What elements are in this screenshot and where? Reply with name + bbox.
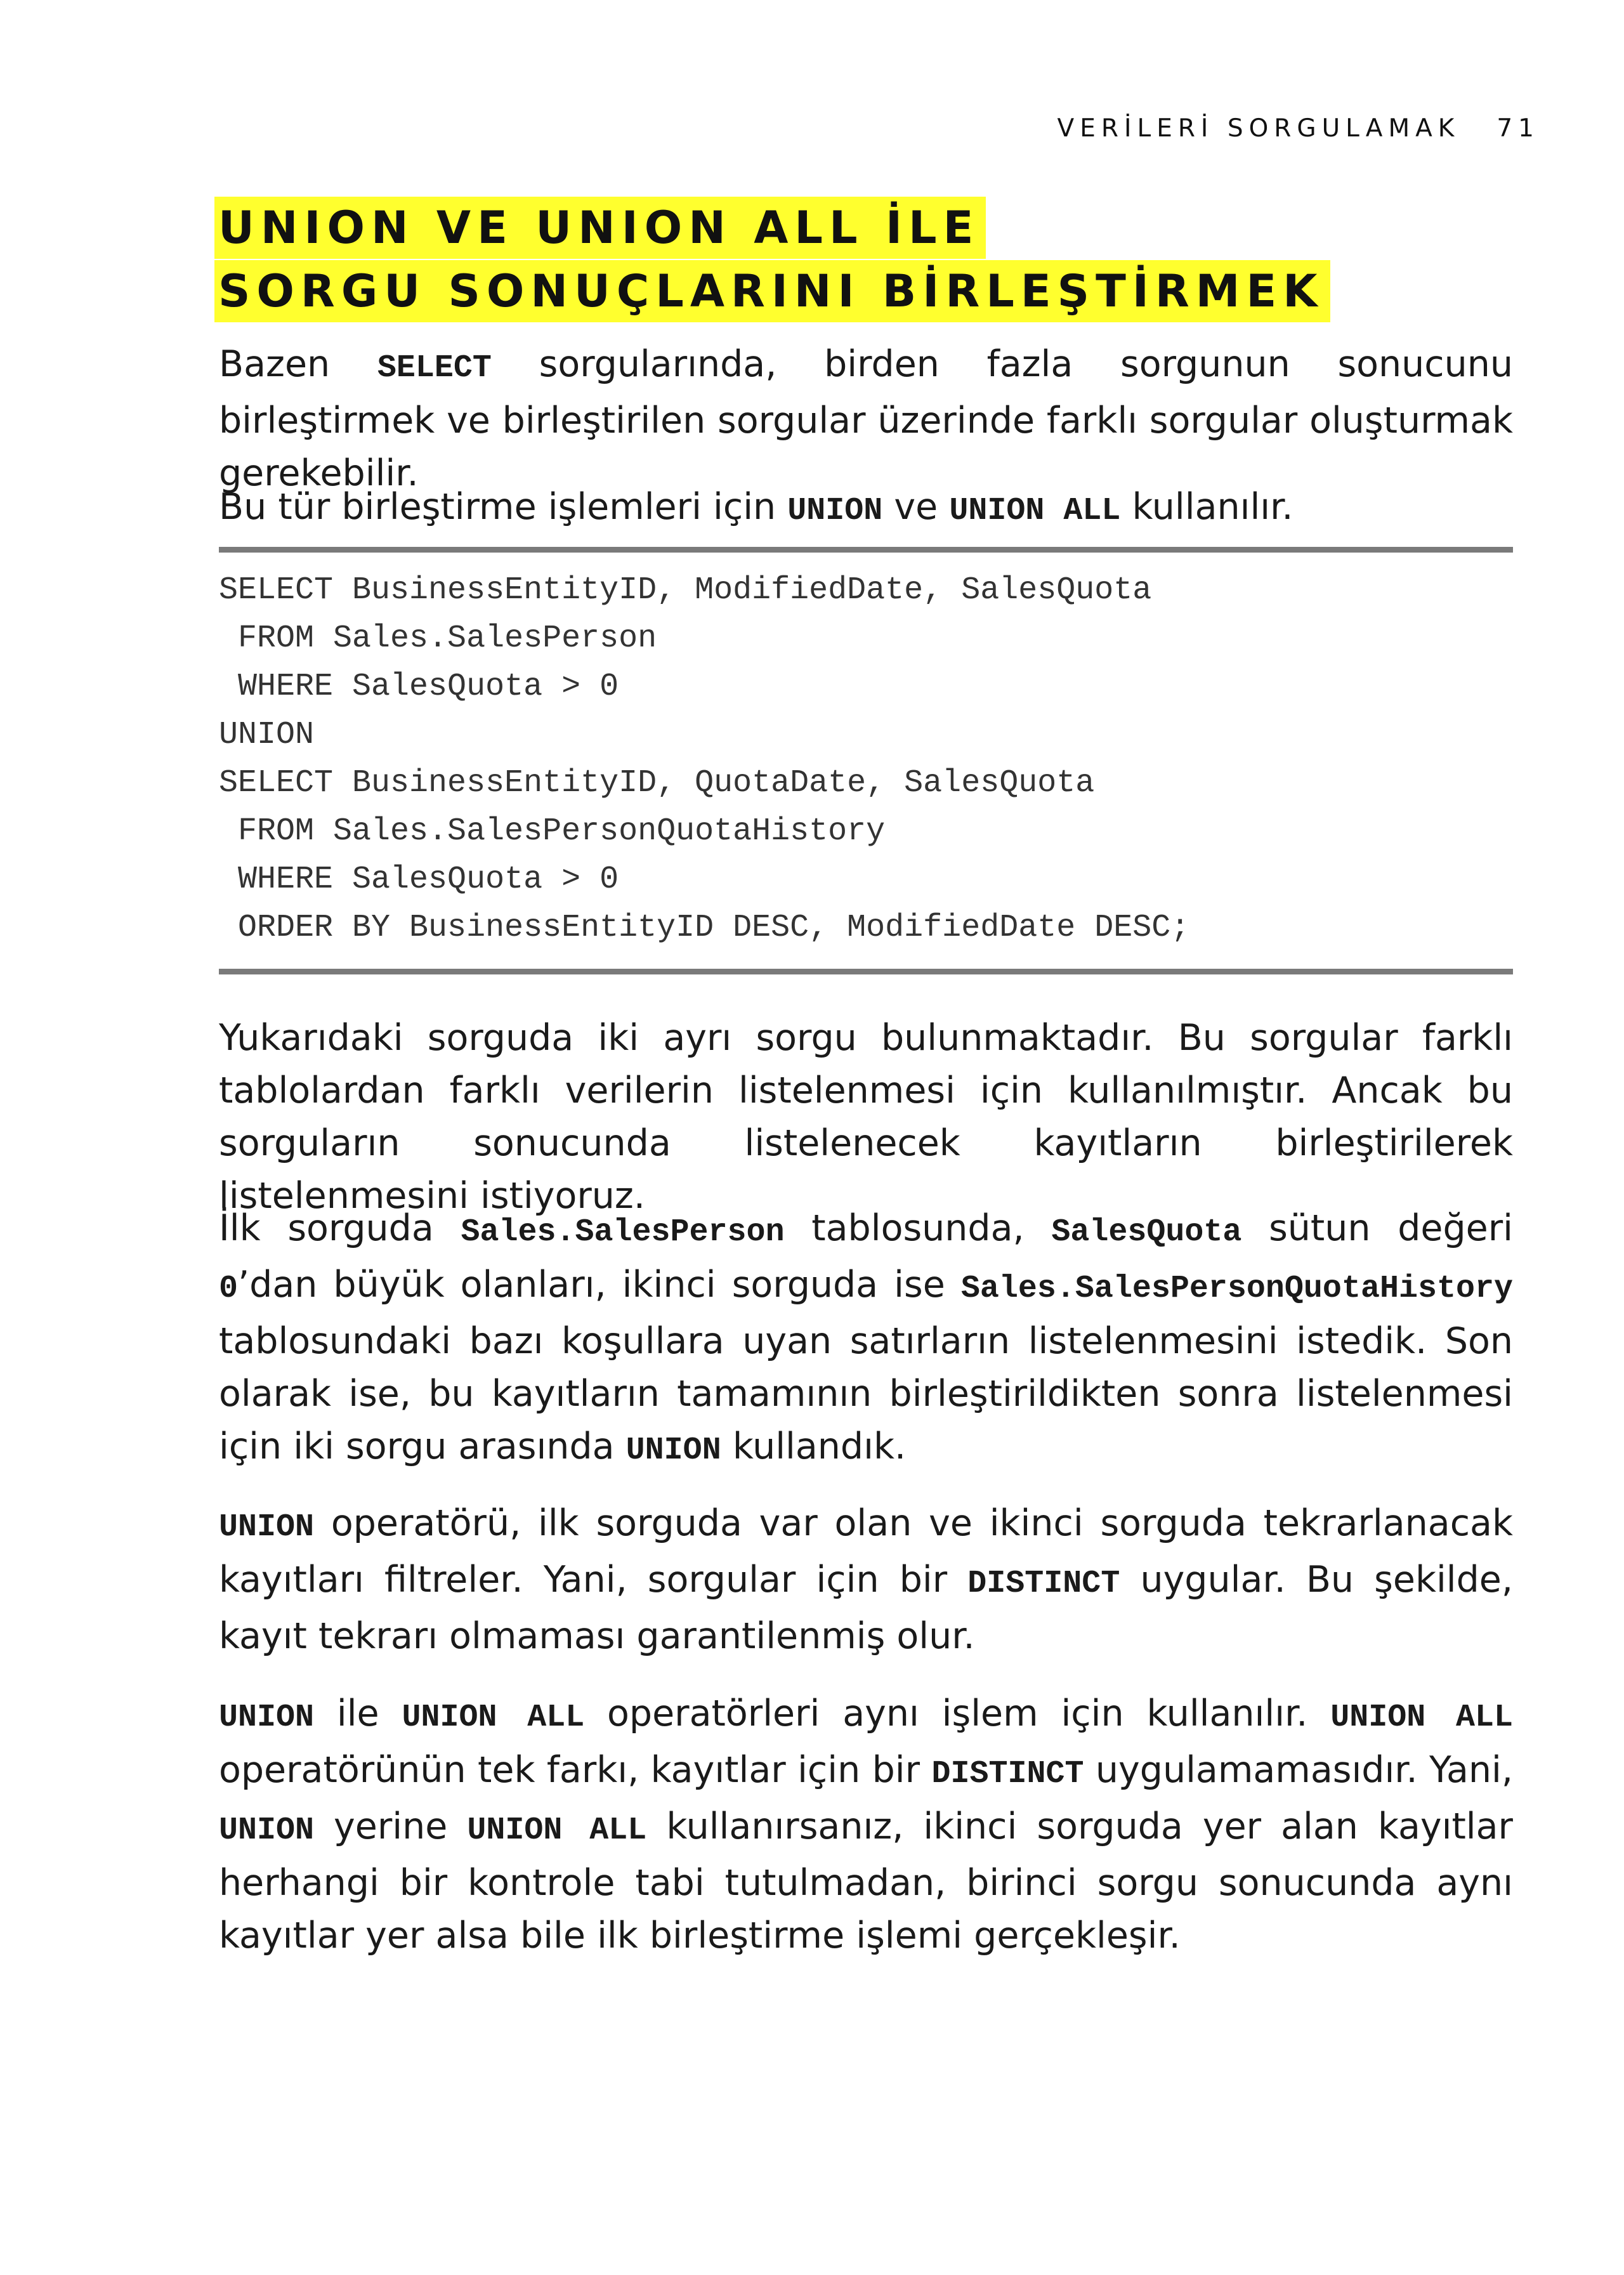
running-title: VERİLERİ SORGULAMAK <box>1057 114 1460 143</box>
code-line: FROM Sales.SalesPerson <box>219 620 657 657</box>
code-line: UNION <box>219 717 315 753</box>
paragraph-query-explanation: Yukarıdaki sorguda iki ayrı sorgu bulunmaktadır. Bu sorgular farklı tablolardan farklı verilerin listelenmesi için kullanılmıştır. Ancak bu sorguların sonucunda listelenecek kayıtların birleştirilerek listelenmesini istiyoruz. <box>219 1017 1513 1217</box>
paragraph-union-vs-union-all: UNION ile UNION ALL operatörleri aynı işlem için kullanılır. UNION ALL operatörünün tek farkı, kayıtlar için bir DISTINCT uygulamamasıdır. Yani, UNION yerine UNION ALL kullanırsanız, ikinci sorguda yer alan kayıtlar herhangi bir kontrole tabi tutulmadan, birinci sorgu sonucunda aynı kayıtlar yer alsa bile ilk birleştirme işlemi gerçekleşir. <box>219 1693 1513 1957</box>
paragraph-first-query: İlk sorguda Sales.SalesPerson tablosunda, SalesQuota sütun değeri 0’dan büyük olanları, ikinci sorguda ise Sales.SalesPersonQuotaHistory tablosundaki bazı koşullara uyan satırların listelenmesini istedik. Son olarak ise, bu kayıtların tamamının birleştirildikten sonra listelenmesi için iki sorgu arasında UNION kullandık. <box>219 1207 1513 1469</box>
code-union-all: UNION ALL <box>949 493 1121 529</box>
paragraph-union-usage: Bu tür birleştirme işlemleri için UNION ve UNION ALL kullanılır. <box>219 486 1293 529</box>
sql-code-block <box>219 567 1513 952</box>
code-line: ORDER BY BusinessEntityID DESC, ModifiedDate DESC; <box>219 910 1190 946</box>
code-line: SELECT BusinessEntityID, ModifiedDate, SalesQuota <box>219 572 1152 608</box>
code-union: UNION <box>787 493 883 529</box>
section-title-line-2: SORGU SONUÇLARINI BİRLEŞTİRMEK <box>214 260 1330 322</box>
paragraph-intro: Bazen SELECT sorgularında, birden fazla sorgunun sonucunu birleştirmek ve birleştirilen sorgular üzerinde farklı sorgular oluşturmak gerekebilir. <box>219 343 1514 494</box>
code-line: SELECT BusinessEntityID, QuotaDate, SalesQuota <box>219 765 1095 801</box>
code-block-bottom-rule <box>219 969 1513 974</box>
running-header <box>1058 114 1540 143</box>
section-title-line-1: UNION VE UNION ALL İLE <box>214 197 986 259</box>
paragraph-union-operator: UNION operatörü, ilk sorguda var olan ve ikinci sorguda tekrarlanacak kayıtları filtreler. Yani, sorgular için bir DISTINCT uygular. Bu şekilde, kayıt tekrarı olmaması garantilenmiş olur. <box>219 1502 1513 1657</box>
code-line: FROM Sales.SalesPersonQuotaHistory <box>219 813 886 849</box>
code-line: WHERE SalesQuota > 0 <box>219 862 619 898</box>
code-select: SELECT <box>377 350 492 386</box>
code-block-top-rule <box>219 547 1513 553</box>
page-number: 71 <box>1496 114 1540 143</box>
section-title <box>214 197 1330 322</box>
code-line: WHERE SalesQuota > 0 <box>219 669 619 705</box>
